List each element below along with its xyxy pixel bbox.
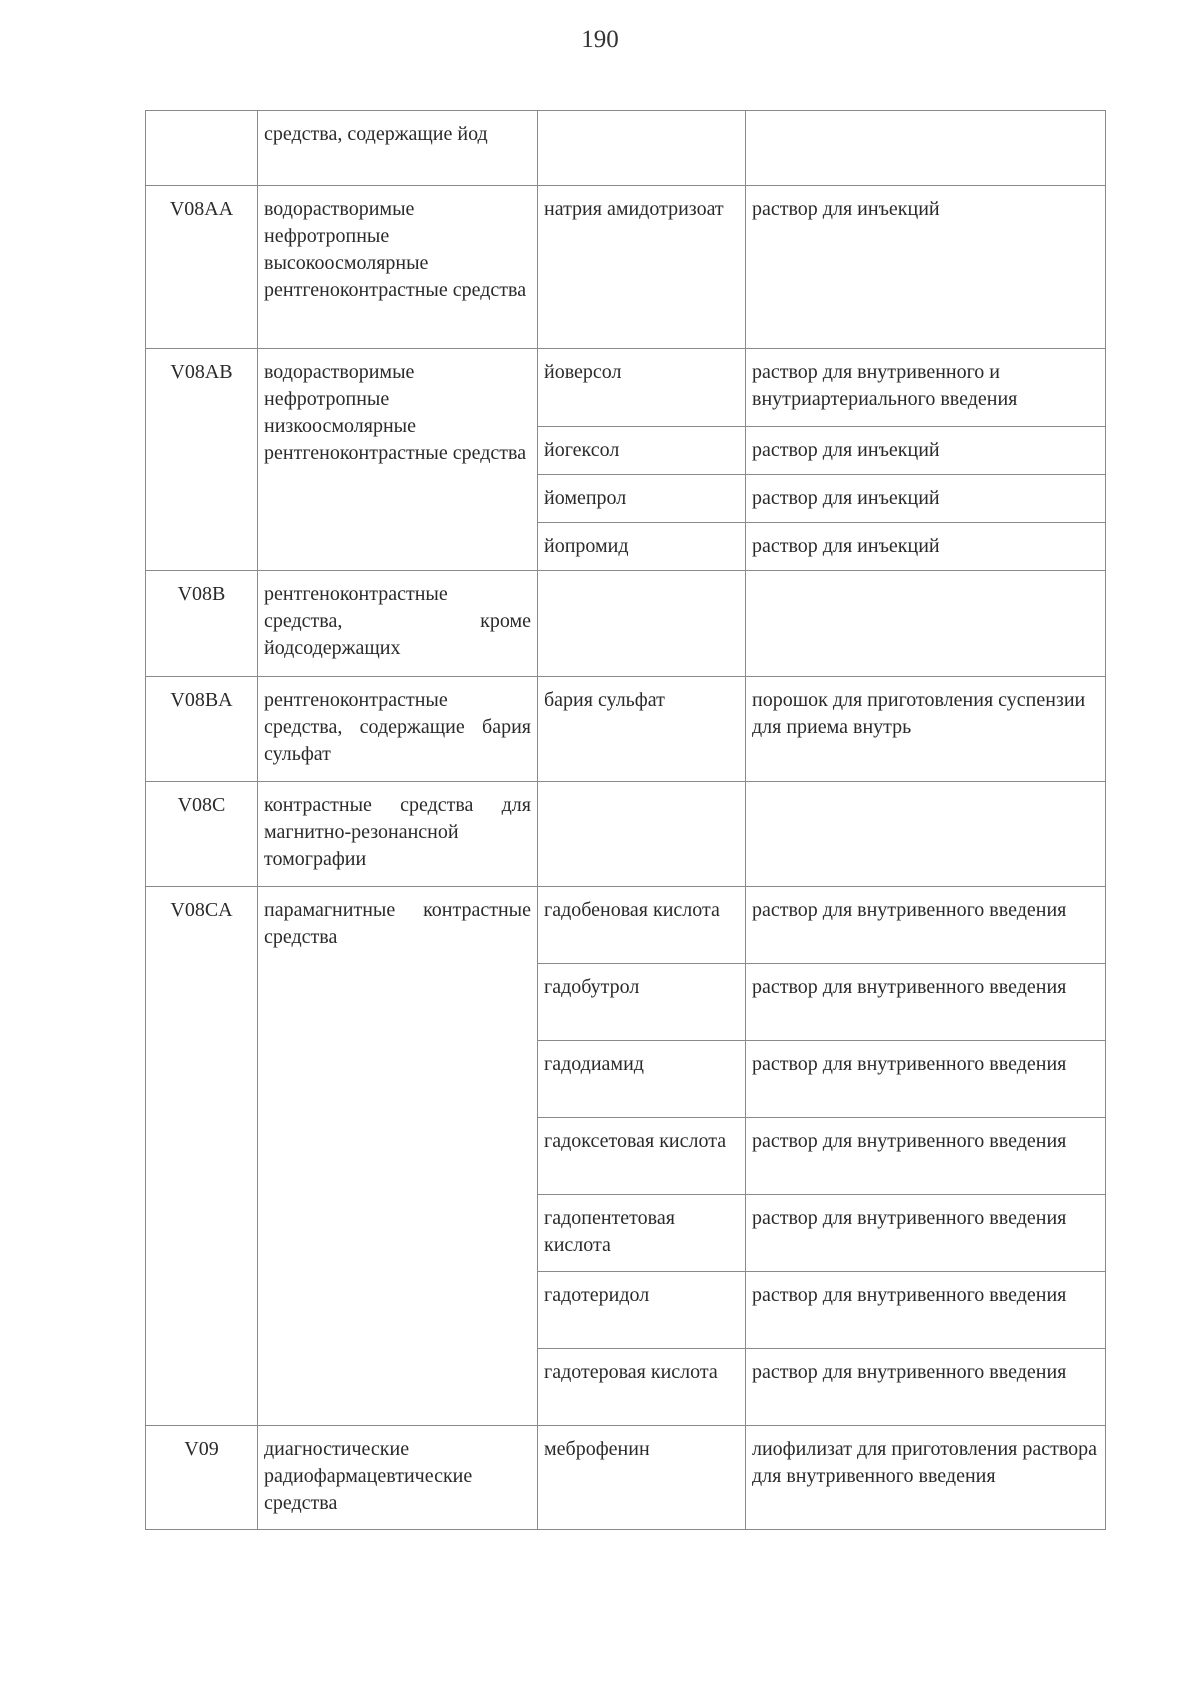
atc-code-cell: V08AB	[146, 349, 258, 571]
atc-code-cell: V08C	[146, 782, 258, 887]
dosage-form-cell: раствор для внутривенного введения	[746, 1118, 1106, 1195]
table-row	[146, 571, 1106, 677]
table-row	[146, 349, 1106, 427]
dosage-form-cell: раствор для внутривенного введения	[746, 1195, 1106, 1272]
atc-code-cell: V08BA	[146, 677, 258, 782]
table-row	[146, 186, 1106, 349]
group-name-cell: контрастные средства для магнитно-резонансной томографии	[258, 782, 538, 887]
table-row	[146, 1426, 1106, 1530]
drug-name-cell: йомепрол	[538, 475, 746, 523]
dosage-form-cell: раствор для инъекций	[746, 523, 1106, 571]
drug-name-cell	[538, 782, 746, 887]
drug-name-cell: гадопентетовая кислота	[538, 1195, 746, 1272]
group-name-cell: парамагнитные контрастные средства	[258, 887, 538, 1426]
drug-name-cell	[538, 571, 746, 677]
dosage-form-cell: лиофилизат для приготовления раствора для внутривенного введения	[746, 1426, 1106, 1530]
drug-name-cell: гадотеридол	[538, 1272, 746, 1349]
group-name-cell: рентгеноконтрастные средства, содержащие бария сульфат	[258, 677, 538, 782]
drug-name-cell: гадотеровая кислота	[538, 1349, 746, 1426]
drug-name-cell: гадодиамид	[538, 1041, 746, 1118]
atc-code-cell	[146, 111, 258, 186]
dosage-form-cell: раствор для внутривенного введения	[746, 1349, 1106, 1426]
group-name-cell: диагностические радиофармацевтические средства	[258, 1426, 538, 1530]
atc-code-cell: V08CA	[146, 887, 258, 1426]
dosage-form-cell	[746, 782, 1106, 887]
group-name-cell: водорастворимые нефротропные низкоосмолярные рентгеноконтрастные средства	[258, 349, 538, 571]
dosage-form-cell: раствор для внутривенного и внутриартериального введения	[746, 349, 1106, 427]
table-row	[146, 887, 1106, 964]
drug-name-cell: гадобутрол	[538, 964, 746, 1041]
dosage-form-cell: раствор для инъекций	[746, 186, 1106, 349]
group-name-cell: средства, содержащие йод	[258, 111, 538, 186]
drug-name-cell: натрия амидотризоат	[538, 186, 746, 349]
table-row	[146, 782, 1106, 887]
drug-name-cell: йоверсол	[538, 349, 746, 427]
drug-name-cell: гадобеновая кислота	[538, 887, 746, 964]
table-row	[146, 677, 1106, 782]
dosage-form-cell	[746, 571, 1106, 677]
atc-code-cell: V08AA	[146, 186, 258, 349]
drug-name-cell: йогексол	[538, 427, 746, 475]
dosage-form-cell: раствор для внутривенного введения	[746, 887, 1106, 964]
dosage-form-cell: раствор для инъекций	[746, 475, 1106, 523]
page-number: 190	[581, 26, 619, 53]
drug-name-cell: гадоксетовая кислота	[538, 1118, 746, 1195]
drug-name-cell: бария сульфат	[538, 677, 746, 782]
dosage-form-cell: порошок для приготовления суспензии для приема внутрь	[746, 677, 1106, 782]
dosage-form-cell: раствор для внутривенного введения	[746, 1041, 1106, 1118]
group-name-cell: водорастворимые нефротропные высокоосмолярные рентгеноконтрастные средства	[258, 186, 538, 349]
atc-drug-table	[145, 110, 1106, 1530]
dosage-form-cell: раствор для внутривенного введения	[746, 1272, 1106, 1349]
table-row	[146, 111, 1106, 186]
drug-name-cell: меброфенин	[538, 1426, 746, 1530]
group-name-cell: рентгеноконтрастные средства, кроме йодсодержащих	[258, 571, 538, 677]
drug-name-cell: йопромид	[538, 523, 746, 571]
atc-code-cell: V09	[146, 1426, 258, 1530]
drug-name-cell	[538, 111, 746, 186]
dosage-form-cell: раствор для инъекций	[746, 427, 1106, 475]
dosage-form-cell: раствор для внутривенного введения	[746, 964, 1106, 1041]
dosage-form-cell	[746, 111, 1106, 186]
atc-code-cell: V08B	[146, 571, 258, 677]
